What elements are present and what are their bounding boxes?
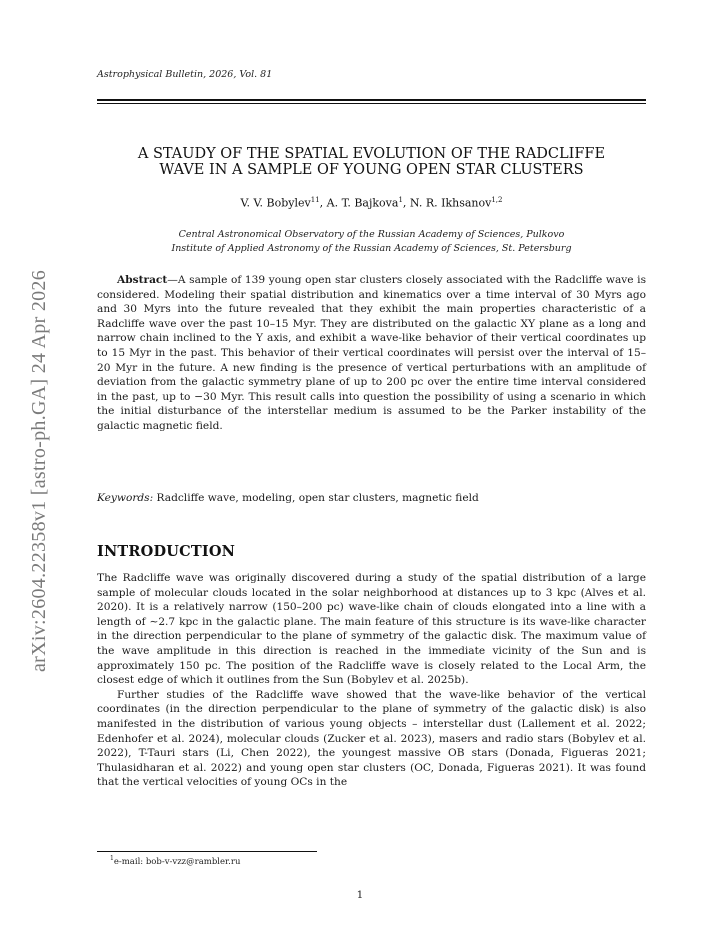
footnote-text: e-mail: bob-v-vzz@rambler.ru	[113, 856, 241, 867]
title-line-1: A STAUDY OF THE SPATIAL EVOLUTION OF THE RADCLIFFE	[137, 146, 606, 162]
header-rule-thick	[97, 99, 646, 101]
intro-paragraph-1: The Radcliffe wave was originally discovered during a study of the spatial distribution of a large sample of molecular clouds located in the solar neighborhood at distances up to 3 kpc (Alves et al. 2020). It is a relatively narrow (150–200 pc) wave-like chain of clouds elongated into a line with a length of ∼2.7 kpc in the galactic plane. The main feature of this structure is its wave-like character in the direction perpendicular to the plane of symmetry of the galactic disk. The maximum value of the wave amplitude in this direction is reached in the immediate vicinity of the Sun and is approximately 150 pc. The position of the Radcliffe wave is closely related to the Local Arm, the closest edge of which it outlines from the Sun (Bobylev et al. 2025b).	[97, 572, 646, 687]
paper-title	[97, 146, 646, 178]
author-list: V. V. Bobylev$^{11}$, A. T. Bajkova$^1$, N. R. Ikhsanov$^{1,2}$	[240, 196, 503, 210]
footnote-rule	[97, 851, 317, 852]
introduction-body	[97, 571, 646, 790]
affiliation-2: Institute of Applied Astronomy of the Russian Academy of Sciences, St. Petersburg	[171, 243, 572, 254]
arxiv-identifier[interactable]: arXiv:2604.22358v1 [astro-ph.GA] 24 Apr 2026	[28, 269, 50, 672]
page-number: 1	[356, 889, 364, 901]
journal-header: Astrophysical Bulletin, 2026, Vol. 81	[97, 69, 273, 80]
author-name: N. R. Ikhsanov	[409, 196, 492, 210]
intro-paragraph-2: Further studies of the Radcliffe wave showed that the wave-like behavior of the vertical coordinates (in the direction perpendicular to the plane of symmetry of the galactic disk) is also manifested in the distribution of various young objects – interstellar dust (Lallement et al. 2022; Edenhofer et al. 2024), molecular clouds (Zucker et al. 2023), masers and radio stars (Bobylev et al. 2022), T-Tauri stars (Li, Chen 2022), the youngest massive OB stars (Donada, Figueras 2021; Thulasidharan et al. 2022) and young open star clusters (OC, Donada, Figueras 2021). It was found that the vertical velocities of young OCs in the	[97, 688, 646, 789]
abstract	[97, 273, 646, 434]
footnote	[110, 855, 240, 867]
keywords-text: Radcliffe wave, modeling, open star clusters, magnetic field	[153, 492, 479, 504]
author-affil-mark: 1,2	[491, 196, 503, 204]
affiliations	[97, 228, 646, 256]
section-heading: INTRODUCTION	[97, 543, 236, 560]
abstract-label: Abstract	[117, 274, 168, 286]
abstract-text: —A sample of 139 young open star clusters closely associated with the Radcliffe wave is considered. Modeling their spatial distribution and kinematics over a time interval of 30 Myrs ago and 30 Myrs into the future revealed that they exhibit the main properties characteristic of a Radcliffe wave over the past 10–15 Myr. They are distributed on the galactic XY plane as a long and narrow chain inclined to the Y axis, and exhibit a wave-like behavior of their vertical coordinates up to 15 Myr in the past. This behavior of their vertical coordinates will persist over the interval of 15–20 Myr in the future. A new finding is the presence of vertical perturbations with an amplitude of deviation from the galactic symmetry plane of up to 200 pc over the entire time interval considered in the past, up to −30 Myr. This result calls into question the possibility of using a scenario in which the initial disturbance of the interstellar medium is assumed to be the Parker instability of the galactic magnetic field.	[97, 274, 646, 432]
author-affil-mark: 11	[310, 196, 320, 204]
footnote-mark: 1	[110, 855, 114, 862]
author-name: A. T. Bajkova	[326, 196, 399, 210]
affiliation-1: Central Astronomical Observatory of the Russian Academy of Sciences, Pulkovo	[178, 229, 565, 240]
header-rule-thin	[97, 103, 646, 104]
author-affil-mark: 1	[398, 196, 403, 204]
keywords-label: Keywords:	[97, 492, 154, 504]
keywords	[97, 492, 646, 504]
author-name: V. V. Bobylev	[240, 196, 311, 210]
title-line-2: WAVE IN A SAMPLE OF YOUNG OPEN STAR CLUSTERS	[159, 162, 584, 178]
